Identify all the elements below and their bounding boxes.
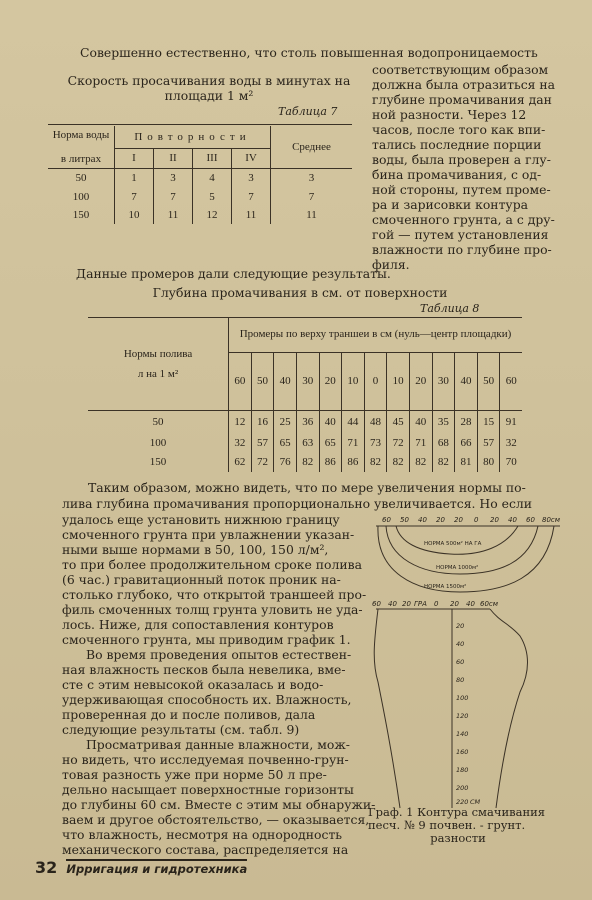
right-line: глубине промачивания дан xyxy=(372,92,552,107)
right-line: ра и зарисовки контура xyxy=(372,197,529,212)
graph-top-tick: 50 xyxy=(400,516,409,524)
table-row: 50 12 16 25 36 40 44 48 45 40 35 28 15 91 xyxy=(88,410,522,434)
right-line: гой — путем установления xyxy=(372,227,549,242)
right-line: бина промачивания, с од- xyxy=(372,167,542,182)
table-row: 100 32 57 65 63 65 71 73 72 71 68 66 57 32 xyxy=(88,434,522,452)
graph-bottom-tick: 40 xyxy=(466,600,475,608)
depth-tick: 120 xyxy=(456,712,469,720)
graph-bottom-tag: ГРА xyxy=(414,600,427,608)
table-row: 100 7 7 5 7 7 xyxy=(48,188,352,205)
table8-norm-header: Нормы полива л на 1 м² xyxy=(88,318,229,410)
table8 xyxy=(88,318,522,472)
right-line: воды, была проверен а глу- xyxy=(372,152,551,167)
contour-500-label: НОРМА 500м² НА ГА xyxy=(424,541,482,547)
graph-bottom-tick: 60 xyxy=(372,600,381,608)
table8-col: 20 xyxy=(409,352,432,410)
table8-col: 50 xyxy=(251,352,274,410)
right-line: филя. xyxy=(372,257,410,272)
depth-tick: 160 xyxy=(456,748,469,756)
contour-right-deep xyxy=(490,609,528,808)
table-row: 50 1 3 4 3 3 xyxy=(48,168,352,188)
left-line: филь смоченных толщ грунта уловить не уда- xyxy=(62,602,363,617)
table8-col: 50 xyxy=(477,352,500,410)
left-line: смоченного грунта, мы приводим график 1. xyxy=(62,632,351,647)
graph-bottom-tick: 60см xyxy=(480,600,499,608)
wetting-contour-graph xyxy=(370,512,570,812)
table8-col: 30 xyxy=(296,352,319,410)
graph-top-tick: 40 xyxy=(508,516,517,524)
table8-col: 10 xyxy=(387,352,410,410)
page-number: 32 xyxy=(35,858,58,877)
left-line: проверенная до и после поливов, дала xyxy=(62,707,316,722)
table7-col: IV xyxy=(232,148,271,168)
depth-tick: 200 xyxy=(456,784,469,792)
table8-label: Таблица 8 xyxy=(420,302,480,315)
graph-bottom-tick: 20 xyxy=(402,600,411,608)
left-line: ваем и другое обстоятельство, — оказывается, xyxy=(62,812,370,827)
contour-left-deep xyxy=(374,609,400,808)
results-line: Данные промеров дали следующие результаты. xyxy=(76,266,391,281)
left-line: то при более продолжительном сроке полива xyxy=(62,557,362,572)
right-line: ной разности. Через 12 xyxy=(372,107,527,122)
left-line: дельно насыщает поверхностные горизонты xyxy=(62,782,354,797)
right-line: часов, после того как впи- xyxy=(372,122,546,137)
table8-col: 40 xyxy=(455,352,478,410)
graph-top-tick: 80см xyxy=(542,516,561,524)
left-line: ными выше нормами в 50, 100, 150 л/м², xyxy=(62,542,329,557)
table8-col: 40 xyxy=(274,352,297,410)
table7-col: III xyxy=(193,148,232,168)
left-line: лось. Ниже, для сопоставления контуров xyxy=(62,617,334,632)
depth-tick: 100 xyxy=(456,694,469,702)
left-line: Во время проведения опытов естествен- xyxy=(86,647,352,662)
left-line: удалось еще установить нижнюю границу xyxy=(62,512,340,527)
depth-tick: 40 xyxy=(456,640,465,648)
left-line: сте с этим невысокой оказалась и водо- xyxy=(62,677,324,692)
journal-name: Ирригация и гидротехника xyxy=(66,859,247,876)
depth-tick: 20 xyxy=(456,622,465,630)
left-line: ная влажность песков была невелика, вме- xyxy=(62,662,346,677)
graph-top-tick: 60 xyxy=(526,516,535,524)
table-row: 150 62 72 76 82 86 86 82 82 82 82 81 80 70 xyxy=(88,452,522,472)
right-line: смоченного грунта, а с дру- xyxy=(372,212,555,227)
depth-tick: 140 xyxy=(456,730,469,738)
left-line: столько глубоко, что открытой траншеей про- xyxy=(62,587,367,602)
intro-line: Совершенно естественно, что столь повышенная водопроницаемость xyxy=(80,45,538,60)
table8-col: 60 xyxy=(229,352,252,410)
right-line: должна была отразиться на xyxy=(372,77,556,92)
depth-tick: 180 xyxy=(456,766,469,774)
contour-1000-label: НОРМА 1000м² xyxy=(436,565,479,571)
graph-top-tick: 60 xyxy=(382,516,391,524)
graph-top-tick: 0 xyxy=(474,516,479,524)
graph-top-tick: 20 xyxy=(454,516,463,524)
left-line: Просматривая данные влажности, мож- xyxy=(86,737,350,752)
right-line: тались последние порции xyxy=(372,137,542,152)
contour-1500-label: НОРМА 1500м² xyxy=(424,584,467,590)
left-line: что влажность, несмотря на однородность xyxy=(62,827,343,842)
depth-tick: 220 xyxy=(456,798,469,806)
right-line: ной стороны, путем проме- xyxy=(372,182,551,197)
para-line: Таким образом, можно видеть, что по мере увеличения нормы по- xyxy=(88,480,526,495)
graph-top-tick: 40 xyxy=(418,516,427,524)
page-footer xyxy=(35,858,247,877)
left-line: (6 час.) гравитационный поток проник на- xyxy=(62,572,341,587)
table8-col: 30 xyxy=(432,352,455,410)
depth-tick: 60 xyxy=(456,658,465,666)
left-line: механического состава, распределяется на xyxy=(62,842,349,857)
table8-col: 10 xyxy=(342,352,365,410)
table-row: 150 10 11 12 11 11 xyxy=(48,205,352,224)
table7-title-2: площади 1 м² xyxy=(164,88,254,103)
right-line: соответствующим образом xyxy=(372,62,549,77)
table8-group-header: Промеры по верху траншеи в см (нуль—центр площадки) xyxy=(229,318,522,352)
table7 xyxy=(48,126,352,224)
depth-unit: СМ xyxy=(470,798,481,806)
left-line: до глубины 60 см. Вместе с этим мы обнаружи- xyxy=(62,797,376,812)
left-line: следующие результаты (см. табл. 9) xyxy=(62,722,300,737)
left-column xyxy=(62,512,375,857)
left-line: удерживающая способность их. Влажность, xyxy=(62,692,352,707)
table7-col: II xyxy=(154,148,193,168)
graph-bottom-tick: 20 xyxy=(450,600,459,608)
graph-bottom-tick: 0 xyxy=(434,600,439,608)
table8-col: 0 xyxy=(364,352,387,410)
table8-col: 60 xyxy=(500,352,522,410)
table7-group-header: Повторности xyxy=(115,126,271,148)
table8-col: 20 xyxy=(319,352,342,410)
table7-label: Таблица 7 xyxy=(278,105,338,118)
depth-tick: 80 xyxy=(456,676,465,684)
table7-top-rule xyxy=(48,124,352,125)
right-column xyxy=(372,62,555,272)
left-line: смоченного грунта при увлажнении указан- xyxy=(62,527,355,542)
graph-caption: Граф. 1 Контура смачивания песч. № 9 почвен. - грунт. разности xyxy=(368,805,546,845)
table7-title-1: Скорость просачивания воды в минутах на xyxy=(67,73,351,88)
graph-top-tick: 20 xyxy=(490,516,499,524)
left-line: товая разность уже при норме 50 л пре- xyxy=(62,767,327,782)
table7-avg-header: Среднее xyxy=(271,126,353,168)
right-line: влажности по глубине про- xyxy=(372,242,552,257)
para-line: лива глубина промачивания пропорционально увеличивается. Но если xyxy=(62,496,533,511)
graph-top-tick: 20 xyxy=(436,516,445,524)
left-line: но видеть, что исследуемая почвенно-грун- xyxy=(62,752,349,767)
table7-col: I xyxy=(115,148,154,168)
table8-title: Глубина промачивания в см. от поверхности xyxy=(152,285,448,300)
table7-norm-header: Норма воды в литрах xyxy=(48,126,115,168)
graph-bottom-tick: 40 xyxy=(388,600,397,608)
